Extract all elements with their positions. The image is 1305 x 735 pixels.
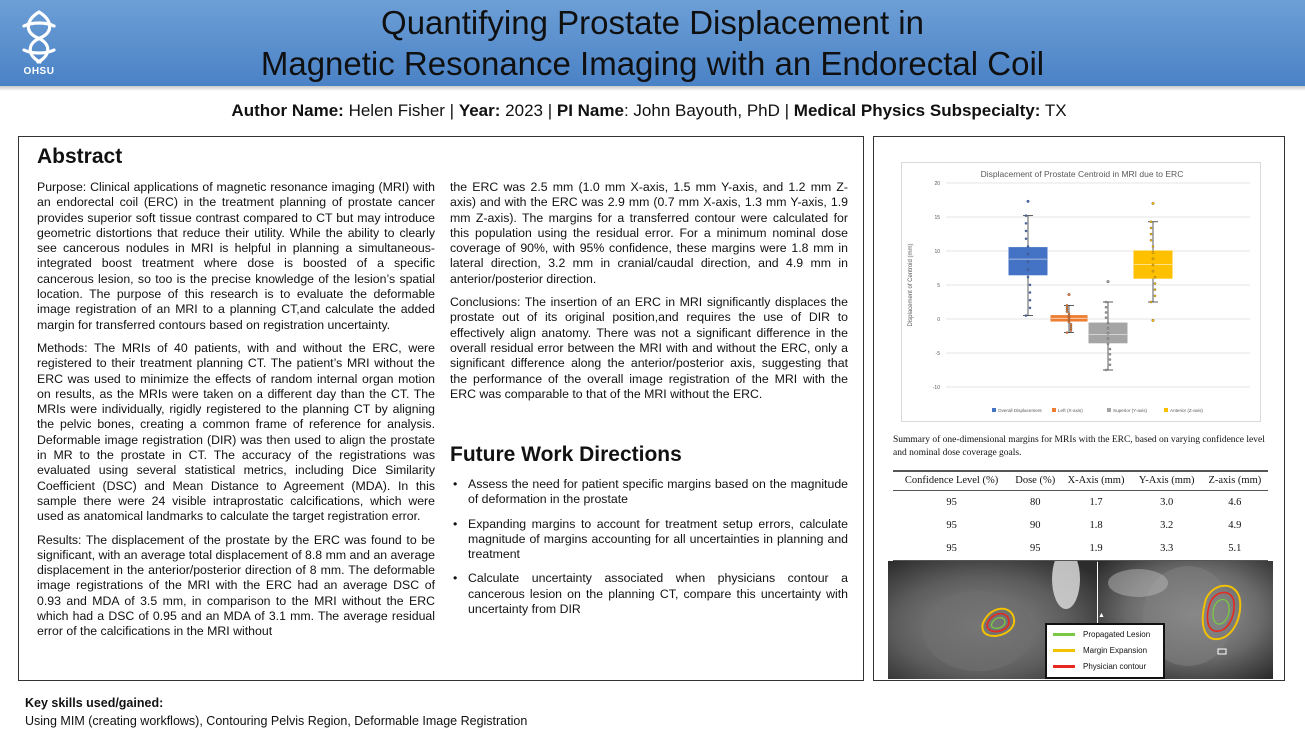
bullet-icon: • <box>453 477 458 491</box>
data-point <box>1109 364 1111 366</box>
data-point <box>1107 343 1109 345</box>
data-point <box>1152 258 1154 260</box>
title-line-2: Magnetic Resonance Imaging with an Endorectal Coil <box>260 45 1045 82</box>
data-point <box>1107 332 1109 334</box>
data-point <box>1154 295 1156 297</box>
data-point <box>1066 308 1068 310</box>
data-point <box>1150 239 1152 241</box>
data-point <box>1150 227 1152 229</box>
future-work-item: • Expanding margins to account for treatment setup errors, calculate magnitude of margins accounting for all uncertainties in planning and treatment <box>453 516 848 562</box>
legend-swatch <box>1107 408 1111 412</box>
data-point <box>1066 332 1068 334</box>
margins-table <box>893 470 1268 562</box>
data-point <box>1029 291 1031 293</box>
data-point <box>1152 270 1154 272</box>
chart-title: Displacement of Prostate Centroid in MRI due to ERC <box>980 169 1184 179</box>
legend-swatch <box>992 408 996 412</box>
y-tick-label: 0 <box>937 317 940 323</box>
separator: | <box>784 101 790 120</box>
data-point <box>1105 369 1107 371</box>
col-header: Dose (%) <box>1010 471 1060 491</box>
abstract-column-right <box>450 180 848 410</box>
data-point <box>1109 358 1111 360</box>
data-point <box>1027 276 1029 278</box>
poster-title <box>0 2 1305 84</box>
data-point <box>1027 268 1029 270</box>
future-work-heading: Future Work Directions <box>450 443 682 466</box>
legend-item-propagated: Propagated Lesion <box>1053 630 1150 644</box>
data-point <box>1105 317 1107 319</box>
bullet-icon: • <box>453 516 458 531</box>
col-header: Confidence Level (%) <box>893 471 1010 491</box>
data-point <box>1025 230 1027 232</box>
outlier-point <box>1152 202 1155 205</box>
outlier-point <box>1107 280 1110 283</box>
purpose-paragraph: Purpose: Clinical applications of magnetic resonance imaging (MRI) with an endorectal coil (ERC) in the treatment planning of prostate cancer provides superior soft tissue contrast compared to CT but may introduce geometric distortions that reduce their utility. While the ability to clearly see cancerous nodules in MRI is helpful in planning a simultaneous-integrated boost treatment where dose is boosted of a specific cancerous lesion, so too is the precise knowledge of the lesion’s spatial location. The purpose of this research is to evaluate the deformable image registration of an MRI to a planning CT,and calculate the added margin for transferred contours based on registration uncertainty. <box>37 180 435 332</box>
abstract-column-left <box>37 180 435 648</box>
skills-section <box>25 694 527 730</box>
title-banner <box>0 0 1305 86</box>
data-point <box>1068 319 1070 321</box>
data-point <box>1066 304 1068 306</box>
legend-swatch <box>1053 649 1075 652</box>
table-header-row <box>893 471 1268 491</box>
pi-label: PI Name <box>556 101 624 120</box>
y-tick-label: -10 <box>932 385 940 391</box>
col-header: X-Axis (mm) <box>1060 471 1131 491</box>
data-point <box>1027 261 1029 263</box>
subspecialty-value: TX <box>1044 101 1067 120</box>
y-tick-label: 10 <box>934 249 940 255</box>
data-point <box>1068 317 1070 319</box>
legend-item-physician: Physician contour <box>1053 662 1146 676</box>
data-point <box>1070 329 1072 331</box>
logo-text: OHSU <box>23 66 55 77</box>
data-point <box>1029 284 1031 286</box>
col-header: Z-axis (mm) <box>1202 471 1268 491</box>
legend-item-margin: Margin Expansion <box>1053 646 1147 660</box>
data-point <box>1025 238 1027 240</box>
data-point <box>1152 252 1154 254</box>
outlier-point <box>1152 319 1155 322</box>
data-point <box>1154 289 1156 291</box>
data-point <box>1150 233 1152 235</box>
data-point <box>1107 338 1109 340</box>
data-point <box>1105 306 1107 308</box>
abstract-heading: Abstract <box>37 145 123 168</box>
boxplot-svg <box>902 163 1262 423</box>
skills-text: Using MIM (creating workflows), Contouring Pelvis Region, Deformable Image Registration <box>25 714 528 728</box>
data-point <box>1152 264 1154 266</box>
data-point <box>1029 307 1031 309</box>
future-work-item: • Assess the need for patient specific margins based on the magnitude of deformation in the prostate <box>453 477 848 507</box>
data-point <box>1025 222 1027 224</box>
svg-text:▲: ▲ <box>1098 612 1105 619</box>
separator: | <box>547 101 553 120</box>
table-row: 95 80 1.7 3.0 4.6 <box>946 497 1242 508</box>
legend-swatch <box>1053 633 1075 636</box>
data-point <box>1107 327 1109 329</box>
future-work-list <box>450 477 848 626</box>
mri-ct-images <box>888 561 1273 679</box>
legend-label: Anterior (Z-axis) <box>1170 408 1203 413</box>
y-tick-label: 20 <box>934 181 940 187</box>
col-header: Y-Axis (mm) <box>1132 471 1202 491</box>
data-point <box>1025 315 1027 317</box>
y-tick-label: 5 <box>937 283 940 289</box>
future-work-item: • Calculate uncertainty associated when physicians contour a cancerous lesion on the planning CT, compare this uncertainty with uncertainty from DIR <box>453 571 848 617</box>
contour-legend <box>1045 623 1165 679</box>
table-row: 95 90 1.8 3.2 4.9 <box>946 520 1242 531</box>
legend-label: Superior (Y-axis) <box>1113 408 1148 413</box>
data-point <box>1068 321 1070 323</box>
y-axis-label: Displacement of Centroid (mm) <box>908 243 914 327</box>
data-point <box>1068 315 1070 317</box>
legend-label: Left (X-axis) <box>1058 408 1083 413</box>
data-point <box>1066 311 1068 313</box>
data-point <box>1025 215 1027 217</box>
data-point <box>1105 301 1107 303</box>
legend-swatch <box>1053 665 1075 668</box>
separator: | <box>449 101 455 120</box>
results-paragraph-part1: Results: The displacement of the prostate by the ERC was found to be significant, with an average total displacement of 8.8 mm and an average displacement in the anterior/posterior direction of 8 mm. The deformable image registrations of the MRI with the ERC had an average DSC of 0.93 and MDA of 3.5 mm, in comparison to the MRI without the ERC which had a DSC of 0.95 and an MDA of 3.1 mm. The average residual error of the calcifications in the MRI without <box>37 532 435 639</box>
data-point <box>1029 299 1031 301</box>
table-caption: Summary of one-dimensional margins for MRIs with the ERC, based on varying confidence level and nominal dose coverage goals. <box>893 435 1265 458</box>
skills-heading: Key skills used/gained: <box>25 696 164 710</box>
author-label: Author Name: <box>231 101 344 120</box>
figures-panel <box>873 136 1285 681</box>
legend-label: Overall Displacement <box>998 408 1042 413</box>
results-paragraph-part2: the ERC was 2.5 mm (1.0 mm X-axis, 1.5 mm Y-axis, and 1.2 mm Z-axis) and with the ERC was 2.9 mm (0.7 mm X-axis, 1.3 mm Y-axis, 1.9 mm Z-axis). The margins for a transferred contour were calculated for this population using the residual error. For a minimum nominal dose coverage of 90%, with 95% confidence, these margins were 1.8 mm in lateral direction, 3.2 mm in cranial/caudal direction, and 4.9 mm in anterior/posterior direction. <box>450 180 848 286</box>
legend-swatch <box>1052 408 1056 412</box>
data-point <box>1150 301 1152 303</box>
data-point <box>1109 353 1111 355</box>
year-label: Year: <box>458 101 501 120</box>
pi-value: : John Bayouth, PhD <box>623 101 780 120</box>
author-line <box>0 101 1298 121</box>
outlier-point <box>1068 293 1071 296</box>
abstract-panel <box>18 136 864 681</box>
y-tick-label: 15 <box>934 215 940 221</box>
data-point <box>1154 282 1156 284</box>
methods-paragraph: Methods: The MRIs of 40 patients, with and without the ERC, were registered to their treatment planning CT. The patient’s MRI without the ERC was used to minimize the effects of random internal organ motion on results, as the MRIs were taken on a different day than the CT. The MRIs were individually, rigidly registered to the planning CT by aligning the pelvic bones, creating a common frame of reference for analysis. Deformable image registration (DIR) was then used to align the prostate in MR to the prostate in CT. The accuracy of the registrations was evaluated using several statistical metrics, including Dice Similarity Coefficient (DSC) and Mean Distance to Agreement (MDA). In this sample there were 24 visible intraprostatic calcifications, which were used as anatomical landmarks to calculate the target registration error. <box>37 340 435 524</box>
data-point <box>1152 245 1154 247</box>
data-point <box>1070 325 1072 327</box>
bullet-icon: • <box>453 571 458 586</box>
y-tick-label: -5 <box>935 351 940 357</box>
author-value: Helen Fisher <box>348 101 445 120</box>
displacement-chart <box>901 162 1261 422</box>
banner-shadow <box>0 86 1305 91</box>
outlier-point <box>1027 200 1030 203</box>
title-line-1: Quantifying Prostate Displacement in <box>381 4 924 41</box>
data-point <box>1027 245 1029 247</box>
subspecialty-label: Medical Physics Subspecialty: <box>793 101 1041 120</box>
data-point <box>1109 348 1111 350</box>
data-point <box>1068 313 1070 315</box>
data-point <box>1027 253 1029 255</box>
data-point <box>1107 322 1109 324</box>
data-point <box>1154 276 1156 278</box>
table-row: 95 95 1.9 3.3 5.1 <box>893 537 1268 561</box>
legend-swatch <box>1164 408 1168 412</box>
conclusions-paragraph: Conclusions: The insertion of an ERC in MRI significantly displaces the prostate out of its original position,and requires the use of DIR to effectively align anatomy. There was not a significant difference in the overall residual error between the MRI with and without the ERC, only a significant difference along the anterior/posterior axis, suggesting that the performance of the overall image registration of the MRI with the ERC was comparable to that of the MRI without the ERC. <box>450 295 848 401</box>
data-point <box>1150 221 1152 223</box>
data-point <box>1070 323 1072 325</box>
year-value: 2023 <box>505 101 543 120</box>
data-point <box>1066 306 1068 308</box>
data-point <box>1070 327 1072 329</box>
data-point <box>1105 311 1107 313</box>
